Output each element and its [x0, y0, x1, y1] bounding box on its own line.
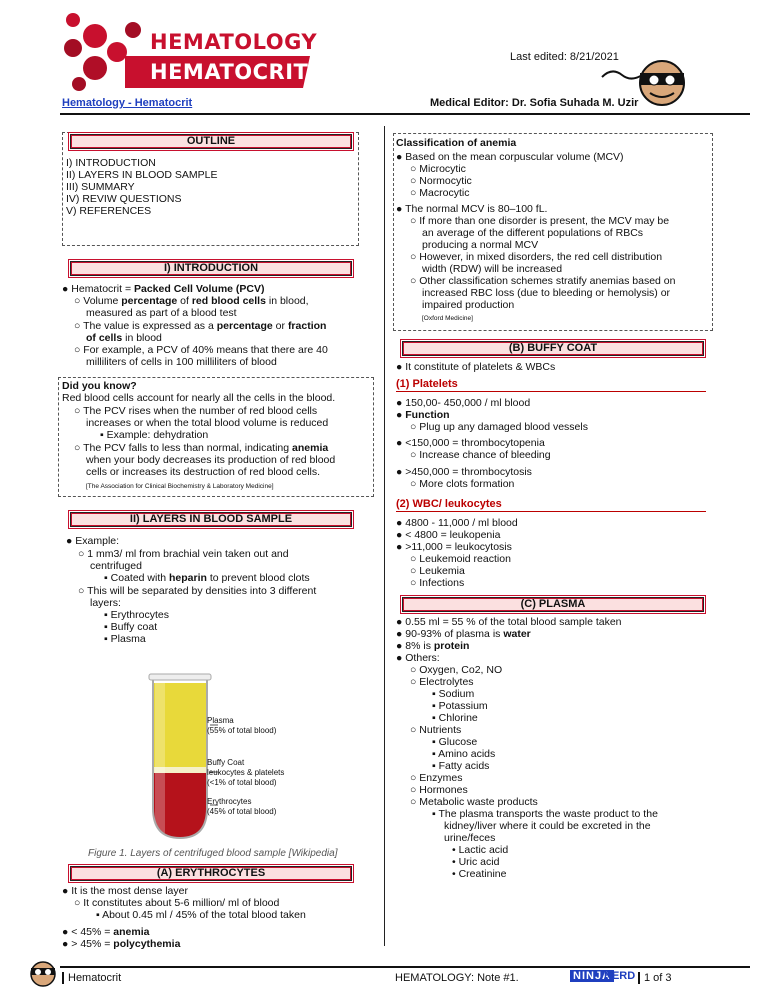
wbc-bullet: ● 4800 - 11,000 / ml blood [396, 517, 518, 529]
plasma-waste-item: • Creatinine [452, 868, 507, 880]
wbc-bullet: ● >11,000 = leukocytosis [396, 541, 512, 553]
layers-sub-bullet: ○ 1 mm3/ ml from brachial vein taken out and [78, 548, 289, 560]
section-heading-buffy-coat: (B) BUFFY COAT [402, 341, 704, 356]
classification-sub: ○ If more than one disorder is present, the MCV may be [410, 215, 670, 227]
outline-item: III) SUMMARY [66, 181, 135, 193]
footer-topic: Hematocrit [62, 972, 121, 984]
outline-item: I) INTRODUCTION [66, 157, 156, 169]
classification-text: impaired production [422, 299, 515, 311]
did-you-know-text: when your body decreases its production of red blood [86, 454, 336, 466]
plasma-text: kidney/liver where it could be excreted in the [444, 820, 651, 832]
did-you-know-text: cells or increases its destruction of red blood cells. [86, 466, 321, 478]
platelets-sub: ○ Increase chance of bleeding [410, 449, 551, 461]
layers-text: centrifuged [90, 560, 142, 572]
plasma-sub: ○ Hormones [410, 784, 468, 796]
plasma-waste-item: • Uric acid [452, 856, 500, 868]
plasma-bullet: ● 90-93% of plasma is water [396, 628, 531, 640]
platelets-bullet: ● <150,000 = thrombocytopenia [396, 437, 545, 449]
intro-text: of cells in blood [86, 332, 162, 344]
section-heading-plasma: (C) PLASMA [402, 597, 704, 612]
buffy-bullet: ● It constitute of platelets & WBCs [396, 361, 556, 373]
did-you-know-sub: ▪ Example: dehydration [100, 429, 209, 441]
plasma-waste-item: • Lactic acid [452, 844, 509, 856]
outline-item: V) REFERENCES [66, 205, 152, 217]
erythro-bullet: ● It is the most dense layer [62, 885, 188, 897]
citation: [Oxford Medicine] [422, 315, 473, 322]
plasma-item: ▪ Sodium [432, 688, 475, 700]
buffy-coat-label: Buffy Coat leukocytes & platelets (<1% of total blood) [207, 758, 285, 787]
classification-sub: ○ However, in mixed disorders, the red cell distribution [410, 251, 663, 263]
plasma-item: ▪ Potassium [432, 700, 488, 712]
plasma-item: ▪ Amino acids [432, 748, 496, 760]
wbc-sub: ○ Infections [410, 577, 465, 589]
layers-bullet: ● Example: [66, 535, 120, 547]
outline-item: II) LAYERS IN BLOOD SAMPLE [66, 169, 218, 181]
erythrocytes-label: Erythrocytes (45% of total blood) [207, 797, 277, 816]
column-divider [384, 126, 385, 946]
wbc-bullet: ● < 4800 = leukopenia [396, 529, 501, 541]
section-heading-layers: II) LAYERS IN BLOOD SAMPLE [70, 512, 352, 527]
intro-sub-bullet: ○ The value is expressed as a percentage or fraction [74, 320, 327, 332]
ninja-avatar-icon [28, 960, 58, 988]
platelets-underline [396, 391, 706, 392]
footer-note: HEMATOLOGY: Note #1. [395, 972, 519, 984]
did-you-know-text: increases or when the total blood volume is reduced [86, 417, 329, 429]
classification-title: Classification of anemia [396, 137, 517, 149]
intro-text: milliliters of cells in 100 milliliters of blood [86, 356, 277, 368]
figure-caption: Figure 1. Layers of centrifuged blood sample [Wikipedia] [88, 848, 338, 859]
erythro-bullet: ● < 45% = anemia [62, 926, 150, 938]
plasma-item: ▪ Chlorine [432, 712, 478, 724]
did-you-know-bullet: ○ The PCV rises when the number of red blood cells [74, 405, 318, 417]
plasma-sub: ○ Enzymes [410, 772, 463, 784]
platelets-bullet: ● >450,000 = thrombocytosis [396, 466, 532, 478]
classification-text: producing a normal MCV [422, 239, 539, 251]
wbc-underline [396, 511, 706, 512]
layers-item: ▪ Erythrocytes [104, 609, 169, 621]
wbc-heading: (2) WBC/ leukocytes [396, 498, 502, 510]
outline-heading: OUTLINE [70, 134, 352, 149]
platelets-heading: (1) Platelets [396, 378, 458, 390]
did-you-know-bullet: ○ The PCV falls to less than normal, indicating anemia [74, 442, 329, 454]
plasma-sub: ○ Nutrients [410, 724, 462, 736]
layers-text: layers: [90, 597, 121, 609]
plasma-item: ▪ The plasma transports the waste product to the [432, 808, 658, 820]
classification-text: increased RBC loss (due to bleeding or hemolysis) or [422, 287, 671, 299]
platelets-sub: ○ More clots formation [410, 478, 515, 490]
layers-item: ▪ Buffy coat [104, 621, 158, 633]
wbc-sub: ○ Leukemia [410, 565, 465, 577]
plasma-sub: ○ Metabolic waste products [410, 796, 538, 808]
plasma-sub: ○ Electrolytes [410, 676, 474, 688]
plasma-item: ▪ Fatty acids [432, 760, 490, 772]
platelets-sub: ○ Plug up any damaged blood vessels [410, 421, 588, 433]
layers-sub-bullet: ○ This will be separated by densities into 3 different [78, 585, 317, 597]
section-heading-introduction: I) INTRODUCTION [70, 261, 352, 276]
erythro-bullet: ● > 45% = polycythemia [62, 938, 181, 950]
plasma-bullet: ● 0.55 ml = 55 % of the total blood sample taken [396, 616, 622, 628]
plasma-label: Plasma (55% of total blood) [207, 716, 277, 735]
breadcrumb-link[interactable]: Hematology - Hematocrit [62, 97, 193, 109]
section-heading-erythrocytes: (A) ERYTHROCYTES [70, 866, 352, 881]
outline-item: IV) REVIW QUESTIONS [66, 193, 182, 205]
classification-sub: ○ Macrocytic [410, 187, 470, 199]
subject-title: HEMATOLOGY [150, 30, 318, 54]
brand-logo-ninja: NINJA [570, 970, 614, 982]
erythro-sub-sub: ▪ About 0.45 ml / 45% of the total blood taken [96, 909, 306, 921]
page-title: HEMATOCRIT [150, 60, 309, 84]
classification-bullet: ● Based on the mean corpuscular volume (MCV) [396, 151, 624, 163]
citation: [The Association for Clinical Biochemistry & Laboratory Medicine] [86, 483, 274, 490]
classification-text: an average of the different populations of RBCs [422, 227, 644, 239]
plasma-item: ▪ Glucose [432, 736, 478, 748]
platelets-bullet: ● 150,00- 450,000 / ml blood [396, 397, 531, 409]
classification-text: width (RDW) will be increased [422, 263, 563, 275]
classification-sub: ○ Normocytic [410, 175, 472, 187]
intro-text: measured as part of a blood test [86, 307, 237, 319]
intro-sub-bullet: ○ Volume percentage of red blood cells in blood, [74, 295, 309, 307]
erythro-sub-bullet: ○ It constitutes about 5-6 million/ ml of blood [74, 897, 280, 909]
medical-editor: Medical Editor: Dr. Sofia Suhada M. Uzir [430, 97, 639, 109]
plasma-sub: ○ Oxygen, Co2, NO [410, 664, 503, 676]
layers-sub-sub: ▪ Coated with heparin to prevent blood clots [104, 572, 310, 584]
centrifuged-test-tube [145, 668, 215, 843]
last-edited: Last edited: 8/21/2021 [510, 51, 619, 63]
classification-sub: ○ Microcytic [410, 163, 466, 175]
classification-sub: ○ Other classification schemes stratify anemias based on [410, 275, 676, 287]
footer-divider [60, 966, 750, 968]
did-you-know-title: Did you know? [62, 380, 137, 392]
plasma-text: urine/feces [444, 832, 496, 844]
classification-bullet: ● The normal MCV is 80–100 fL. [396, 203, 548, 215]
intro-bullet: ● Hematocrit = Packed Cell Volume (PCV) [62, 283, 265, 295]
did-you-know-text: Red blood cells account for nearly all the cells in the blood. [62, 392, 336, 404]
header-divider [60, 113, 750, 115]
layers-item: ▪ Plasma [104, 633, 146, 645]
platelets-bullet: ● Function [396, 409, 450, 421]
plasma-bullet: ● Others: [396, 652, 440, 664]
page-number: 1 of 3 [638, 972, 672, 984]
intro-sub-bullet: ○ For example, a PCV of 40% means that there are 40 [74, 344, 328, 356]
wbc-sub: ○ Leukemoid reaction [410, 553, 511, 565]
plasma-bullet: ● 8% is protein [396, 640, 470, 652]
brand-logo-nerd: NERD [604, 970, 636, 982]
